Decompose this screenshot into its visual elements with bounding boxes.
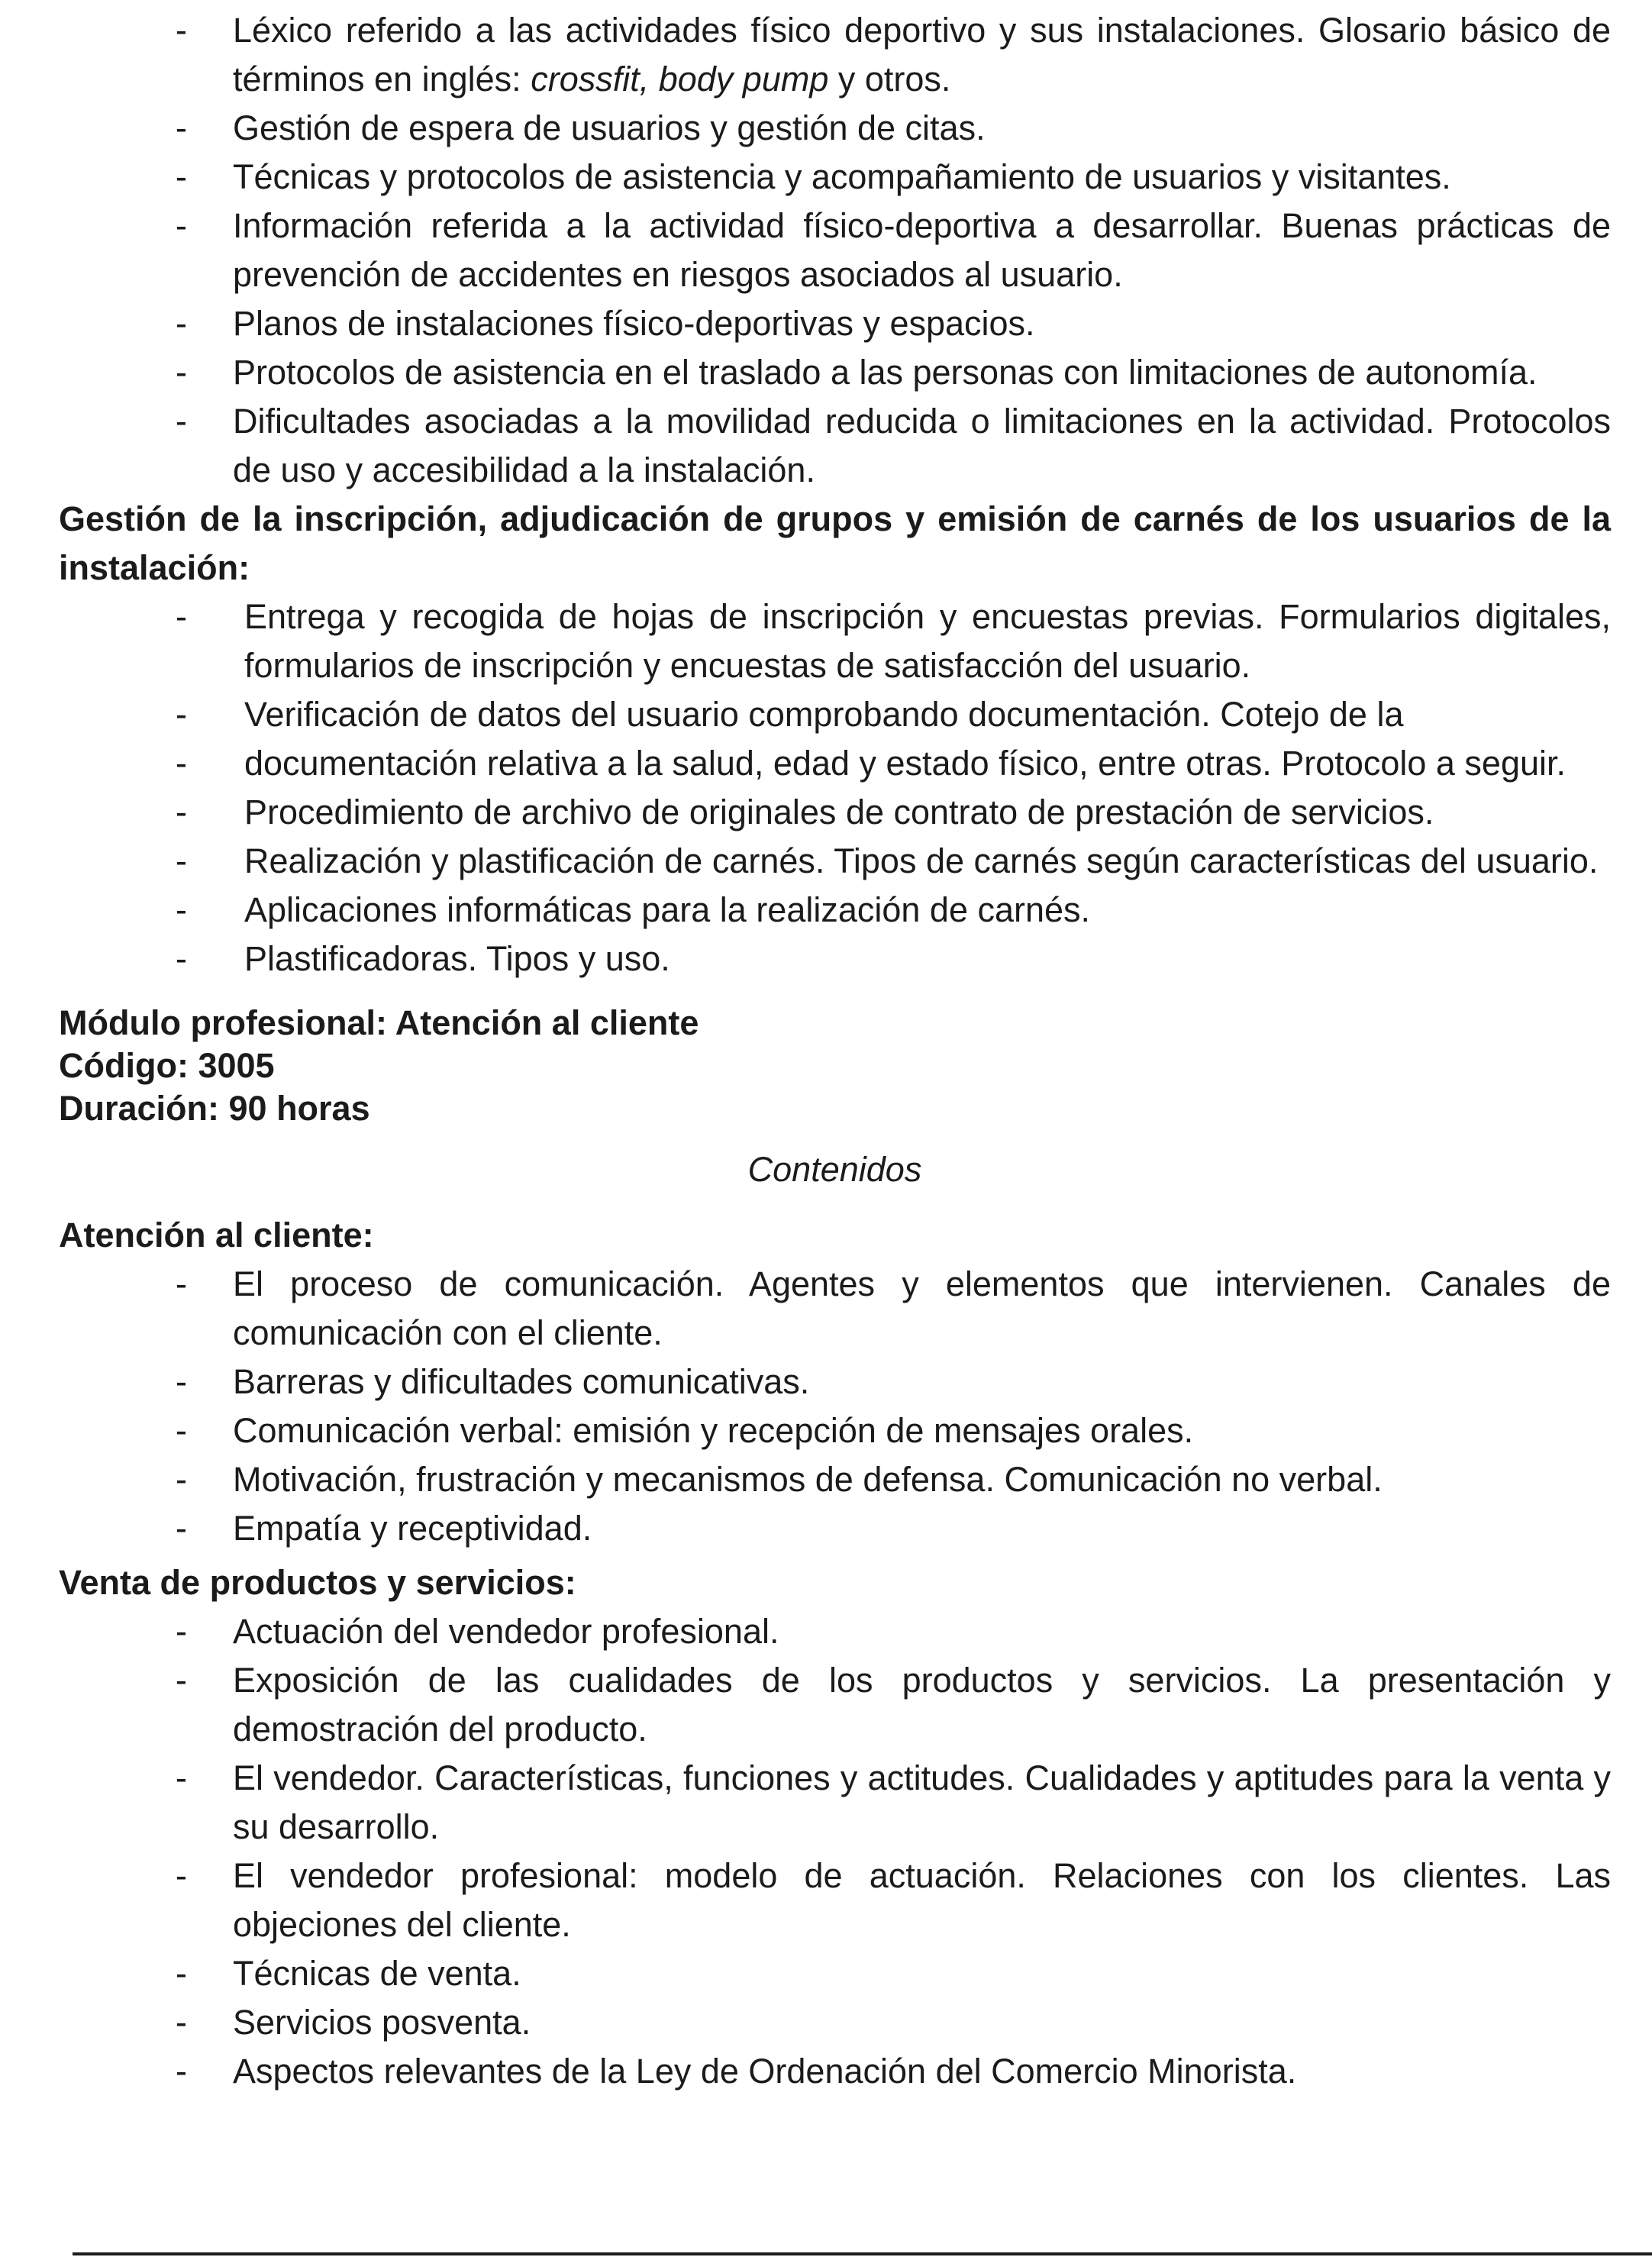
dash-bullet: -: [176, 1856, 187, 1895]
list-item: [59, 104, 1611, 153]
module-info-block: [59, 1002, 1611, 1130]
dash-bullet: -: [176, 890, 187, 929]
module-code: Código: 3005: [59, 1046, 275, 1085]
list-item-text: documentación relativa a la salud, edad y estado físico, entre otras. Protocolo a seguir.: [244, 744, 1566, 783]
bullet-list-venta: [59, 1607, 1611, 2096]
list-item: [59, 690, 1611, 739]
list-item: [59, 886, 1611, 935]
list-item: [59, 1754, 1611, 1852]
list-item: [59, 6, 1611, 104]
dash-bullet: -: [176, 11, 187, 50]
dash-bullet: -: [176, 597, 187, 636]
dash-bullet: -: [176, 793, 187, 831]
list-item-text: Dificultades asociadas a la movilidad reducida o limitaciones en la actividad. Protocolos de uso y accesibilidad a la instalación.: [233, 402, 1611, 489]
section-heading-atencion: Atención al cliente:: [59, 1216, 374, 1254]
list-item: [59, 1406, 1611, 1455]
list-item: [59, 1607, 1611, 1656]
dash-bullet: -: [176, 353, 187, 392]
dash-bullet: -: [176, 695, 187, 734]
list-item: [59, 593, 1611, 690]
list-item-text: Procedimiento de archivo de originales de contrato de prestación de servicios.: [244, 793, 1434, 831]
list-item: [59, 788, 1611, 837]
list-item-text: Servicios posventa.: [233, 2003, 531, 2042]
dash-bullet: -: [176, 206, 187, 245]
section-heading-venta: Venta de productos y servicios:: [59, 1563, 576, 1602]
list-item-text: Comunicación verbal: emisión y recepción de mensajes orales.: [233, 1411, 1194, 1450]
list-item: [59, 1260, 1611, 1358]
dash-bullet: -: [176, 1362, 187, 1401]
list-item-text: Técnicas de venta.: [233, 1954, 521, 1993]
list-item: [59, 837, 1611, 886]
list-item: [59, 1852, 1611, 1949]
list-item-text: Protocolos de asistencia en el traslado a las personas con limitaciones de autonomía.: [233, 353, 1537, 392]
module-duration: Duración: 90 horas: [59, 1089, 370, 1128]
list-item-text: Verificación de datos del usuario comprobando documentación. Cotejo de la: [244, 695, 1404, 734]
list-item-text: Exposición de las cualidades de los productos y servicios. La presentación y demostración del producto.: [233, 1661, 1611, 1748]
list-item-text: Planos de instalaciones físico-deportivas y espacios.: [233, 304, 1035, 343]
bullet-list-fisico-deportivo: [59, 6, 1611, 495]
dash-bullet: -: [176, 157, 187, 196]
list-item-text: Actuación del vendedor profesional.: [233, 1612, 779, 1651]
list-item: [59, 153, 1611, 202]
dash-bullet: -: [176, 1954, 187, 1993]
list-item: [59, 1949, 1611, 1998]
list-item: [59, 397, 1611, 495]
dash-bullet: -: [176, 744, 187, 783]
list-item-text: Técnicas y protocolos de asistencia y acompañamiento de usuarios y visitantes.: [233, 157, 1451, 196]
bullet-list-atencion: [59, 1260, 1611, 1553]
dash-bullet: -: [176, 2003, 187, 2042]
dash-bullet: -: [176, 939, 187, 978]
contenidos-divider: Contenidos: [747, 1150, 922, 1189]
list-item: [59, 1455, 1611, 1504]
list-item-text: Aplicaciones informáticas para la realización de carnés.: [244, 890, 1091, 929]
list-item: [59, 739, 1611, 788]
dash-bullet: -: [176, 304, 187, 343]
list-item-text: Léxico referido a las actividades físico deportivo y sus instalaciones. Glosario básico de términos en inglés: crossfit, body pump y otros.: [233, 11, 1611, 98]
list-item-text: Empatía y receptividad.: [233, 1509, 592, 1548]
list-item: [59, 1504, 1611, 1553]
dash-bullet: -: [176, 1612, 187, 1651]
list-item: [59, 348, 1611, 397]
bullet-list-inscripcion: [59, 593, 1611, 983]
list-item: [59, 1358, 1611, 1406]
list-item-text: Entrega y recogida de hojas de inscripción y encuestas previas. Formularios digitales, formularios de inscripción y encuestas de satisfacción del usuario.: [244, 597, 1611, 685]
list-item-text: El vendedor profesional: modelo de actuación. Relaciones con los clientes. Las objeciones del cliente.: [233, 1856, 1611, 1944]
dash-bullet: -: [176, 1661, 187, 1700]
page-bottom-rule: [73, 2252, 1652, 2255]
list-item-text: El proceso de comunicación. Agentes y elementos que intervienen. Canales de comunicación con el cliente.: [233, 1264, 1611, 1352]
dash-bullet: -: [176, 1264, 187, 1303]
list-item-text: El vendedor. Características, funciones y actitudes. Cualidades y aptitudes para la venta y su desarrollo.: [233, 1758, 1611, 1846]
list-item-text: Barreras y dificultades comunicativas.: [233, 1362, 810, 1401]
module-title: Módulo profesional: Atención al cliente: [59, 1003, 699, 1042]
list-item: [59, 299, 1611, 348]
dash-bullet: -: [176, 1411, 187, 1450]
dash-bullet: -: [176, 402, 187, 441]
list-item: [59, 935, 1611, 983]
dash-bullet: -: [176, 841, 187, 880]
list-item-text: Información referida a la actividad físico-deportiva a desarrollar. Buenas prácticas de prevención de accidentes en riesgos asociados al usuario.: [233, 206, 1611, 294]
list-item-text: Plastificadoras. Tipos y uso.: [244, 939, 670, 978]
list-item-text: Realización y plastificación de carnés. Tipos de carnés según características del usuario.: [244, 841, 1599, 880]
dash-bullet: -: [176, 1460, 187, 1499]
list-item-text: Aspectos relevantes de la Ley de Ordenación del Comercio Minorista.: [233, 2052, 1297, 2091]
dash-bullet: -: [176, 1758, 187, 1797]
dash-bullet: -: [176, 2052, 187, 2091]
list-item-text: Gestión de espera de usuarios y gestión de citas.: [233, 108, 986, 147]
dash-bullet: -: [176, 108, 187, 147]
list-item: [59, 1998, 1611, 2047]
list-item-text: Motivación, frustración y mecanismos de defensa. Comunicación no verbal.: [233, 1460, 1383, 1499]
list-item: [59, 202, 1611, 299]
dash-bullet: -: [176, 1509, 187, 1548]
list-item: [59, 1656, 1611, 1754]
section-heading-inscripcion: Gestión de la inscripción, adjudicación de grupos y emisión de carnés de los usuarios de la instalación:: [59, 499, 1611, 587]
list-item: [59, 2047, 1611, 2096]
